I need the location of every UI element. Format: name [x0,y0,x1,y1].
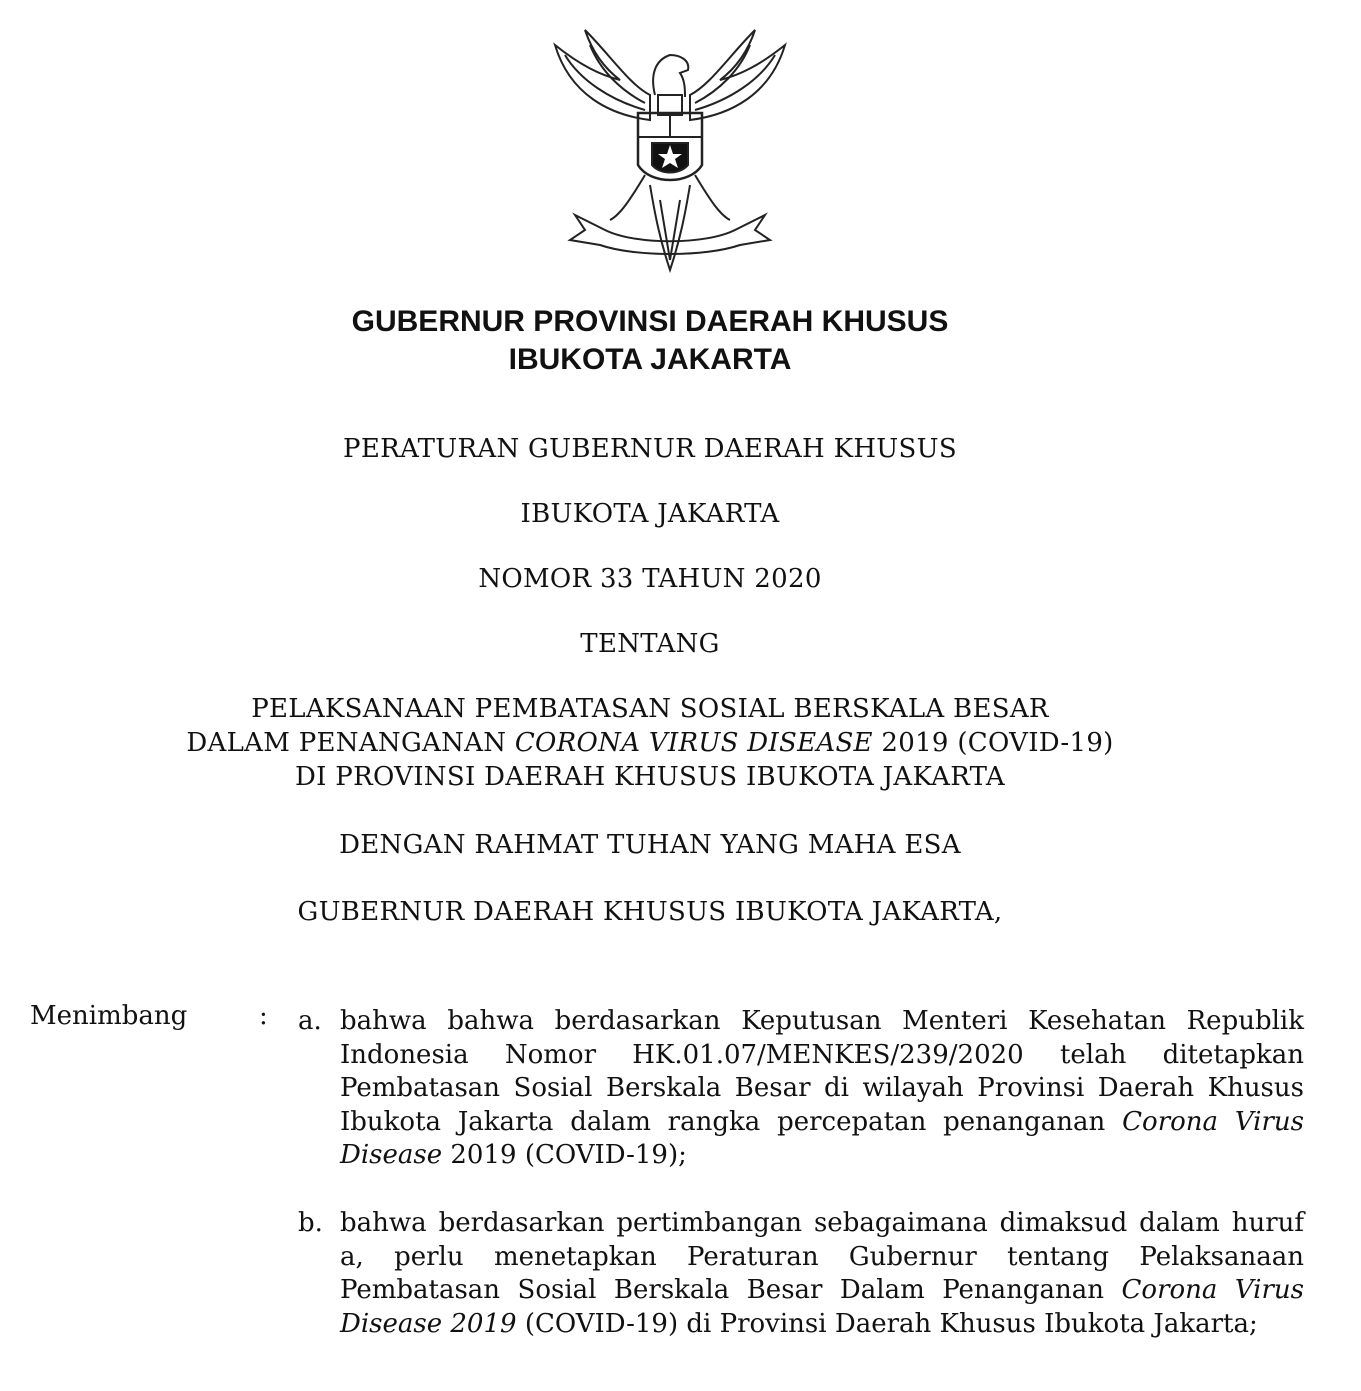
item-text-part: (COVID-19) di Provinsi Daerah Khusus Ibukota Jakarta; [516,1308,1258,1339]
subject-text: 2019 (COVID-19) [872,728,1114,758]
item-text-italic: Corona Virus Disease 2019 [340,1275,1305,1339]
considering-label: Menimbang [30,1001,188,1031]
item-marker: b. [298,1208,323,1238]
subject-italic: CORONA VIRUS DISEASE [514,728,873,758]
item-text [340,1207,1304,1341]
regulation-subject-line1: PELAKSANAAN PEMBATASAN SOSIAL BERSKALA BESAR [251,694,1049,724]
item-text-part: bahwa berdasarkan pertimbangan sebagaimana dimaksud dalam huruf a, perlu menetapkan Peraturan Gubernur tentang Pelaksanaan Pembatasan Sosial Berskala Besar Dalam Penanganan [340,1208,1304,1305]
blessing: DENGAN RAHMAT TUHAN YANG MAHA ESA [339,830,961,860]
item-text [340,1005,1304,1173]
considering-item-b [298,1207,1304,1341]
item-text-italic: Corona Virus Disease [340,1106,1304,1170]
authority: GUBERNUR DAERAH KHUSUS IBUKOTA JAKARTA, [297,897,1003,927]
regulation-type-line1: PERATURAN GUBERNUR DAERAH KHUSUS [343,434,957,464]
regulation-type-line2: IBUKOTA JAKARTA [520,499,780,529]
garuda-emblem [540,25,800,280]
issuer-title-line2: IBUKOTA JAKARTA [508,343,792,376]
subject-text: DALAM PENANGANAN [186,728,515,758]
considering-colon: : [259,1001,268,1031]
regulation-subject-line2 [0,728,1300,758]
item-text-part: 2019 (COVID-19); [442,1140,687,1170]
item-marker: a. [298,1006,322,1036]
considering-item-a [298,1005,1304,1173]
regulation-number: NOMOR 33 TAHUN 2020 [478,564,822,594]
issuer-title-line1: GUBERNUR PROVINSI DAERAH KHUSUS [351,305,949,338]
item-text-part: bahwa bahwa berdasarkan Keputusan Menteri Kesehatan Republik Indonesia Nomor HK.01.07/MENKES/239/2020 telah ditetapkan Pembatasan Sosial Berskala Besar di wilayah Provinsi Daerah Khusus Ibukota Jakarta dalam rangka percepatan penanganan [340,1006,1304,1137]
regulation-subject-line3: DI PROVINSI DAERAH KHUSUS IBUKOTA JAKARTA [295,762,1005,792]
regulation-about: TENTANG [580,629,720,659]
